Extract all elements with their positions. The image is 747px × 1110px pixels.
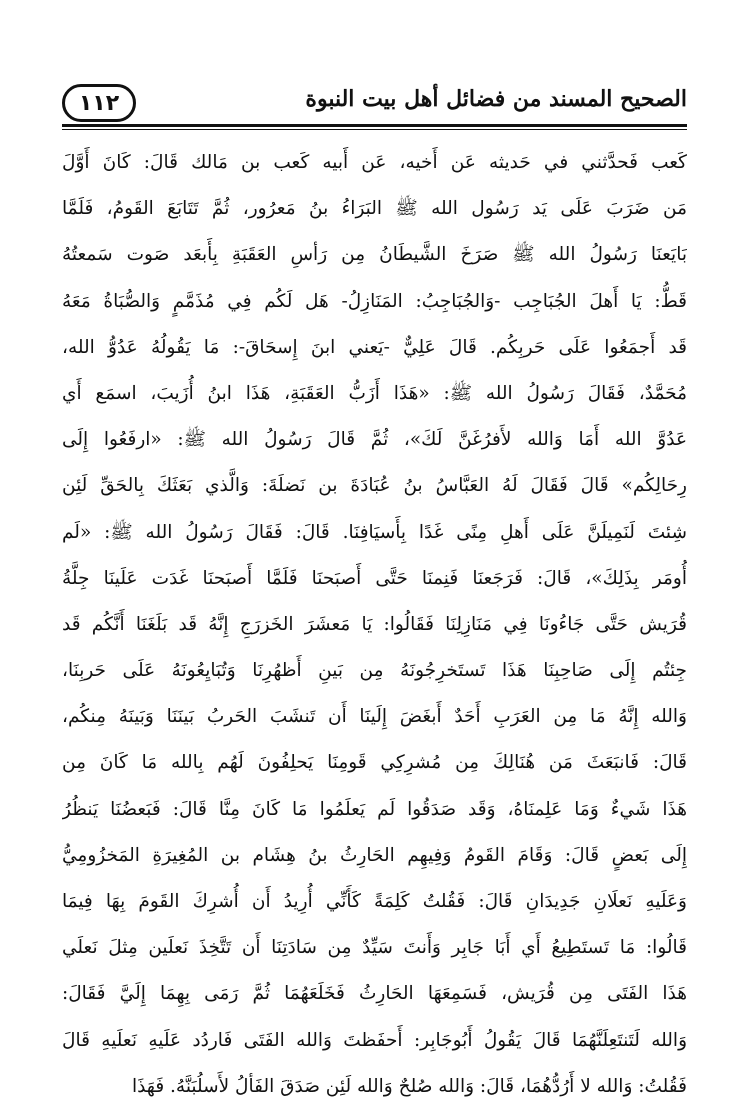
running-title: الصحيح المسند من فضائل أهل بيت النبوة <box>305 86 687 112</box>
header-rule-thick <box>62 124 687 127</box>
text-line: جِئتُم إِلَى صَاحِبِنَا هَذَا تَستَخرِجُونَهُ مِن بَينِ أَظهُرِنَا وَتُبَايِعُونَهُ عَلَى حَربِنَا، <box>62 660 687 682</box>
text-line: أُومَر بِذَلِكَ»، قَالَ: فَرَجَعنَا فَنِمنَا حَتَّى أَصبَحنَا فَلَمَّا أَصبَحنَا غَدَت عَلَينَا جِلَّةُ <box>62 567 687 589</box>
text-line: قُرَيش حَتَّى جَاءُونَا فِي مَنَازِلِنَا فَقَالُوا: يَا مَعشَرَ الخَزرَجِ إِنَّهُ قَد بَلَغَنَا أَنَّكُم قَد <box>62 613 687 635</box>
text-line: قَطُّ: يَا أَهلَ الجُبَاجِب -وَالجُبَاجِبُ: المَنَازِلُ- هَل لَكُم فِي مُذَمَّمٍ وَالصُّبَاةُ مَعَهُ <box>62 290 687 312</box>
text-line: بَايَعنَا رَسُولُ الله ﷺ صَرَخَ الشَّيطَانُ مِن رَأسِ العَقَبَةِ بِأَبعَد صَوت سَمعتُهُ <box>62 244 687 266</box>
text-line: قَالُوا: مَا تَستَطِيعُ أَي أَبَا جَابِر وَأَنتَ سَيِّدٌ مِن سَادَتِنَا أَن تَتَّخِذَ نَعلَين مِثلَ نَعلَي <box>62 937 687 959</box>
text-line: رِحَالِكُم» قَالَ فَقَالَ لَهُ العَبَّاسُ بنُ عُبَادَةَ بن نَضلَةَ: وَالَّذي بَعَثَكَ بِالحَقِّ لَئِن <box>62 475 687 497</box>
text-line: وَعَلَيهِ نَعلَانِ جَدِيدَانِ قَالَ: فَقُلتُ كَلِمَةً كَأَنِّي أُرِيدُ أَن أُشرِكَ القَومَ بِهَا فِيمَا <box>62 891 687 912</box>
text-line: مُحَمَّدٌ، فَقَالَ رَسُولُ الله ﷺ: «هَذَا أَزَبُّ العَقَبَةِ، هَذَا ابنُ أُزَيبَ، اسمَع أَي <box>62 382 687 404</box>
text-line: قَد أَجمَعُوا عَلَى حَربِكُم. قَالَ عَلِيٌّ -يَعني ابنَ إِسحَاقَ-: مَا يَقُولُهُ عَدُوُّ الله، <box>62 336 687 358</box>
body-text <box>62 140 687 1110</box>
text-line: وَالله لَتَنتَعِلَنَّهُمَا قَالَ يَقُولُ أَبُوجَابِر: أَحفَظتَ وَالله الفَتَى فَاردُد عَلَيهِ نَعلَيهِ قَالَ <box>62 1029 687 1051</box>
text-line: قَالَ: فَانبَعَثَ مَن هُنَالِكَ مِن مُشرِكِي قَومِنَا يَحلِفُونَ لَهُم بِالله مَا كَانَ مِن <box>62 752 687 774</box>
text-line: عَدُوَّ الله أَمَا وَالله لأَفرُغَنَّ لَكَ»، ثُمَّ قَالَ رَسُولُ الله ﷺ: «ارفَعُوا إِلَى <box>62 429 687 451</box>
text-line: كَعب فَحدَّثني في حَديثه عَن أَخيه، عَن أَبيه كَعب بن مَالك قَالَ: كَانَ أَوَّلَ <box>62 152 687 173</box>
page-number: ١١٢ <box>78 90 120 116</box>
page-header <box>62 82 687 124</box>
text-line: هَذَا الفَتَى مِن قُرَيش، فَسَمِعَهَا الحَارِثُ فَخَلَعَهُمَا ثُمَّ رَمَى بِهِمَا إِلَيَّ فَقَالَ: <box>62 983 687 1005</box>
text-line: شِئتَ لَنَمِيلَنَّ عَلَى أَهلِ مِنًى غَدًا بِأَسيَافِنَا. قَالَ: فَقَالَ رَسُولُ الله ﷺ: «لَم <box>62 521 687 543</box>
text-line: مَن ضَرَبَ عَلَى يَد رَسُول الله ﷺ البَرَاءُ بنُ مَعرُور، ثُمَّ تَتَابَعَ القَومُ، فَلَمَّا <box>62 198 687 220</box>
text-line: فَقُلتُ: وَالله لا أَرُدُّهُمَا، قَالَ: وَالله صُلحٌ وَالله لَئِن صَدَقَ الفَألُ لأَسلُبَنَّهُ. فَهَذَا <box>131 1075 687 1097</box>
text-line: إِلَى بَعضٍ قَالَ: وَقَامَ القَومُ وَفِيهِم الحَارِثُ بنُ هِشَام بن المُغِيرَةِ المَخزُومِيُّ <box>62 844 687 866</box>
page-number-badge <box>62 84 136 122</box>
text-line: وَالله إِنَّهُ مَا مِن العَرَبِ أَحَدٌ أَبغَضَ إِلَينَا أَن تَنشَبَ الحَربُ بَينَنَا وَبَينَهُ مِنكُم، <box>62 706 687 728</box>
text-line: هَذَا شَيءٌ وَمَا عَلِمنَاهُ، وَقَد صَدَقُوا لَم يَعلَمُوا مَا كَانَ مِنَّا قَالَ: فَبَعضُنَا يَنظُرُ <box>62 798 687 820</box>
header-rule-thin <box>62 129 687 130</box>
